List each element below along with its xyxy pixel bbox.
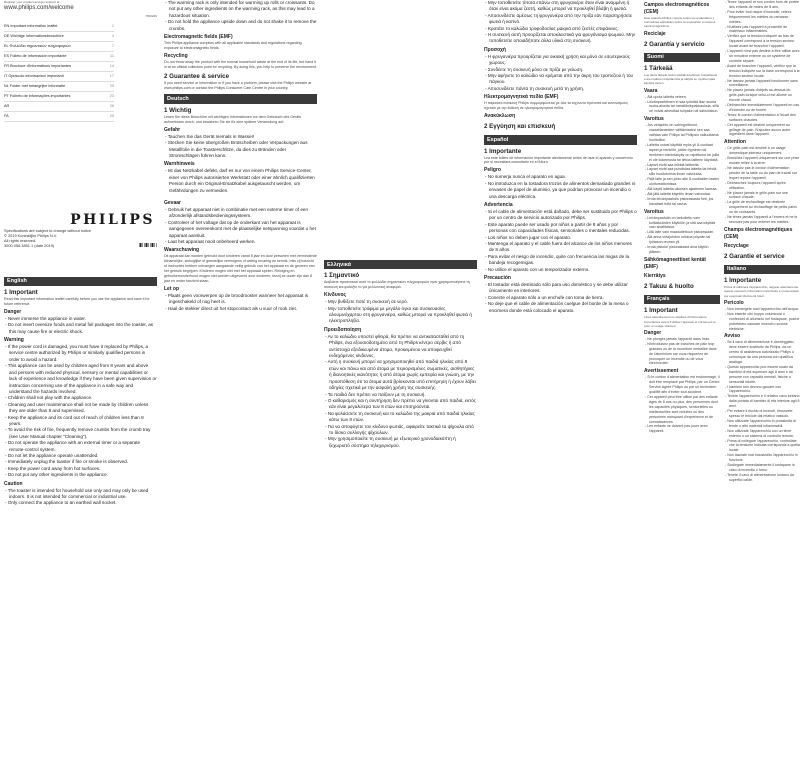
list-item: - Non utilizzate l'apparecchio in prossimità di tende o altri materiali infiammabili.: [724, 419, 800, 429]
danger-heading: Κίνδυνος: [324, 292, 347, 299]
list-item: - Never immerse the appliance in water.: [4, 316, 157, 322]
address-block: Specifications are subject to change without notice © 2019 Koninklijke Philips N.V. All rights reserved. 3000.056.3851.1 (date 2019): [4, 228, 157, 249]
toc-row[interactable]: PT Folheto de informações importantes 23: [4, 92, 114, 102]
recycling-heading: Ανακύκλωση: [484, 113, 516, 120]
danger-heading: Danger: [644, 329, 662, 336]
emf-text: This Philips appliance complies with all applicable standards and regulations regarding exposure to electromagnetic fields.: [164, 41, 302, 50]
list-item: - N'introduisez pas de tranches de pain trop grandes ou de la nourriture emballée dans de l'aluminium car vous risqueriez de provoquer un incendie ou de vous électrocuter.: [644, 342, 720, 367]
intro-text: Lue tämä tärkeät tiedot sisältävä lehtinen huolellisesti ennen laitteen käyttämistä ja säilytä se myöhempää käyttöä varten.: [644, 73, 718, 86]
list-item: - If the power cord is damaged, you must have it replaced by Philips, a service centre authorized by Philips or similarly qualified persons in order to avoid a hazard.: [4, 344, 157, 363]
list-item: - Cet appareil peut être utilisé par des enfants âgés de 8 ans ou plus, des personnes dont les capacités physiques, sensorielles ou intellectuelles sont réduites ou des personnes manquant d'expérience et de connaissances.: [644, 395, 720, 424]
intro-text: Prima di utilizzare l'apparecchio, leggete attentamente questo opuscolo informativo importante e conservatelo per eventuali riferimenti futuri.: [724, 285, 799, 298]
list-item: - Lapset eivät saa puhdistaa laitetta tai tehdä sille huoltotoimia ilman valvontaa.: [644, 167, 720, 177]
list-item: - Do not operate the appliance with an external timer or a separate remote-control system.: [4, 440, 157, 453]
recycling-heading: Recycling: [164, 52, 188, 59]
emf-heading: Electromagnetic fields (EMF): [164, 34, 233, 41]
danger-heading: Gefahr: [164, 126, 181, 133]
guarantee-heading: 2 Guarantee & service: [164, 72, 230, 80]
list-item: - Conecte el aparato sólo a un enchufe con toma de tierra.: [484, 295, 637, 301]
list-item: - Να φυλάσσετε τη συσκευή και το καλώδιο της μακριά από παιδιά ηλικίας κάτω των 8 ετών.: [324, 411, 477, 424]
toc-row[interactable]: NL Folder met belangrijke informatie 20: [4, 82, 114, 92]
emf-text: Η παρούσα συσκευή Philips συμμορφώνεται με όλα τα ισχύοντα πρότυπα και κανονισμούς σχετικά με την έκθεση σε ηλεκτρομαγνητικά πεδία.: [484, 101, 629, 111]
list-item: - No introduzca en la tostadora trozos de alimentos demasiado grandes ni envases de papel de aluminio, ya que podrían provocar un incendio o una descarga eléctrica.: [484, 181, 637, 200]
list-item: - Lapset eivät saa leikkiä laitteella.: [644, 163, 720, 168]
list-item: - Do not let the appliance operate unattended.: [4, 453, 157, 459]
recycling-heading: Kierrätys: [644, 272, 666, 279]
danger-heading: Peligro: [484, 167, 501, 174]
section-heading: Waarschuwing: [164, 247, 200, 254]
intro-text: Lesen Sie diese Broschüre mit wichtigen Informationen vor dem Gebrauch des Geräts aufmerksam durch, und bewahren Sie sie für eine spätere Verwendung auf.: [164, 114, 302, 124]
language-header-italian: Italiano: [724, 265, 800, 274]
section-title: 1 Tärkeää: [644, 65, 673, 73]
list-item: - No utilice el aparato con un temporizador externo.: [484, 267, 637, 273]
list-item: - Αποσυνδέετε πάντα τη συσκευή μετά τη χρήση.: [484, 86, 637, 92]
guarantee-heading: 2 Takuu & huolto: [644, 282, 694, 290]
emf-heading: Campos electromagnéticos (CEM): [644, 2, 710, 15]
list-item: - Tenez le cordon d'alimentation à l'écart des surfaces chaudes.: [724, 113, 800, 123]
warning-heading: Warnhinweis: [164, 161, 195, 168]
list-item: - Αυτή η συσκευή μπορεί να χρησιμοποιηθεί από παιδιά ηλικίας από 8 ετών και πάνω και από άτομα με περιορισμένες σωματικές, αισθητήριες ή διανοητικές ικανότητες ή από άτομα χωρίς εμπειρία και γνώση, με την προϋπόθεση ότι τα άτομα αυτά βρίσκονται υπό επιτήρηση ή έχουν λάβει οδηγίες σχετικά με την ασφαλή χρήση της συσκευής.: [324, 359, 477, 391]
emf-heading: Sähkömagneettiset kentät (EMF): [644, 256, 706, 270]
list-item: - Do not hold the appliance upside down and do not shake it to remove the crumbs.: [164, 19, 317, 32]
list-item: - Avant de brancher l'appareil, vérifiez que la tension indiquée sur la base correspond à la tension secteur locale.: [724, 64, 800, 79]
list-item: - Leivänpaahdin on tarkoitettu vain kotitalouksien käyttöön ja sitä saa käyttää vain sisätiloissa.: [644, 216, 720, 231]
list-item: - Älä anna virtajohdon roikkua pöydän tai työtason reunan yli.: [644, 235, 720, 245]
list-item: - Ne placez jamais le grille-pain sur une surface chaude.: [724, 191, 800, 201]
list-item: - Prima di collegare l'apparecchio, controllate che la tensione indicata corrisponda a quella locale.: [724, 439, 800, 454]
list-item: - Non inserite cibi troppo voluminosi o confezioni di alluminio nel tostapane, poiché potrebbero causare incendi o scosse elettriche.: [724, 312, 800, 332]
list-item: - Questo apparecchio può essere usato da bambini di età superiore agli 8 anni e da persone con capacità mentali, fisiche o sensoriali ridotte.: [724, 365, 800, 385]
list-item: - Débranchez immédiatement l'appareil en cas d'incendie ou de fumée.: [724, 103, 800, 113]
guarantee-heading: 2 Garantía y servicio: [644, 40, 705, 48]
list-item: - Μην βυθίζετε ποτέ τη συσκευή σε νερό.: [324, 299, 477, 305]
danger-heading: Vaara: [644, 87, 658, 94]
guarantee-heading: 2 Garantie et service: [724, 252, 785, 260]
language-header-finnish: Suomi: [644, 53, 720, 62]
list-item: - Συνδέετε τη συσκευή μόνο σε πρίζα με γείωση.: [484, 67, 637, 73]
caution-heading: Precaución: [484, 275, 511, 281]
list-item: - Μην αφήνετε το καλώδιο να κρέμεται από την άκρη του τραπεζιού ή του πάγκου.: [484, 73, 637, 86]
language-header-greek: Ελληνικά: [324, 260, 477, 269]
list-item: - Leivänpaahtimen ei saa työntää liian suuria ruoka-aineita tai metallifoliopakkauksia, sillä ne voivat aiheuttaa tulipalon tai sähköiskun.: [644, 100, 720, 115]
danger-heading: Danger: [4, 308, 22, 315]
list-item: - Pidä laite ja sen johto alle 8-vuotiaiden lasten ulottumattomissa.: [644, 177, 720, 187]
list-item: - Η φρυγανιέρα προορίζεται για οικιακή χρήση και μόνο σε εσωτερικούς χώρους.: [484, 54, 637, 67]
list-item: - Η συσκευή αυτή προορίζεται αποκλειστικά για φρυγάνισμα ψωμιού. Μην τοποθετείτε οποιαδήποτε άλλα υλικά στη συσκευή.: [484, 32, 637, 45]
list-item: - Pour éviter tout risque d'incendie, retirez fréquemment les miettes du ramasse-miettes.: [724, 10, 800, 25]
toc-row[interactable]: IT Opuscolo informazioni importanti 17: [4, 72, 114, 82]
list-item: - No deje que el cable de alimentación cuelgue del borde de la mesa o encimera donde está colocado el aparato.: [484, 301, 637, 314]
recycling-text: Do not throw away the product with the normal household waste at the end of its life, but hand it in at an official collection point for recycling. By doing this, you help to preserve the environment.: [164, 59, 317, 69]
list-item: - Only connect the appliance to an earthed wall socket.: [4, 500, 157, 506]
list-item: - Μην τοποθετείτε τρόφιμα με μεγάλο όγκο και συσκευασίες αλουμινόχαρτου στη φρυγανιέρα, καθώς μπορεί να προκληθεί φωτιά ή ηλεκτροπληξία.: [324, 306, 477, 325]
guarantee-text: If you need service or information or if you have a problem, please visit the Philips website at www.philips.com or contact the Philips Consumer Care Centre in your country.: [164, 80, 312, 90]
caution-heading: Attention: [724, 139, 746, 146]
toc-row[interactable]: ES Folleto de información importante 11: [4, 52, 114, 62]
list-item: - Αν το καλώδιο υποστεί φθορά, θα πρέπει να αντικατασταθεί από τη Philips, ένα εξουσιοδοτημένο από τη Philips κέντρο σέρβις ή από αντίστοιχα εξειδικευμένα άτομα, προκειμένου να αποφευχθεί ενδεχόμενος κίνδυνος.: [324, 334, 477, 360]
warning-heading: Advertencia: [484, 201, 513, 208]
toc-row[interactable]: AR 26: [4, 102, 114, 112]
list-item: - Ne laissez jamais l'appareil fonctionner sans surveillance.: [724, 79, 800, 89]
list-item: - Laitetta voivat käyttää myös yli 8-vuotiaat lapset ja henkilöt, joiden fyysinen tai henkinen toimintakyky on rajoittunut tai joilla ei ole kokemusta tai tietoa laitteen käytöstä.: [644, 143, 720, 163]
list-item: - No sumerja nunca el aparato en agua.: [484, 174, 637, 180]
list-item: - Laat het apparaat nooit onbeheerd werken.: [164, 239, 317, 245]
list-item: - La grille de réchauffage est destinée uniquement au réchauffage de petits pains ou de croissants.: [724, 200, 800, 215]
list-item: - Κρατάτε το καλώδιο τροφοδοσίας μακριά από ζεστές επιφάνειες.: [484, 26, 637, 32]
list-item: - Vérifiez que la tension indiquée au bas de l'appareil correspond à la tension secteur locale avant de brancher l'appareil.: [724, 34, 800, 49]
toc-row[interactable]: DE Wichtige Informationsbroschüre 4: [4, 32, 114, 42]
list-item: - Ce grille-pain est destiné à un usage domestique intérieur uniquement.: [724, 146, 800, 156]
emf-heading: Champs électromagnétiques (CEM): [724, 226, 793, 240]
list-item: - Do not insert oversize foods and metal foil packages into the toaster, as this may cause fire or electric shock.: [4, 322, 157, 335]
list-item: - Non lasciate mai incustodito l'apparecchio in funzione.: [724, 453, 800, 463]
table-of-contents: [4, 22, 114, 122]
list-item: - Haal de stekker direct uit het stopcontact als u vuur of rook ziet.: [164, 306, 317, 312]
list-item: - This appliance can be used by children aged from 8 years and above and persons with reduced physical, sensory or mental capabilities or lack of experience and knowledge if they have been given supervision or instruction concerning use of the appliance in a safe way and understand the hazards involved.: [4, 363, 157, 395]
list-item: - Älä upota laitetta veteen.: [644, 95, 720, 100]
caution-heading: Caution: [4, 480, 23, 487]
list-item: - The toaster is intended for household use only and may only be used indoors. It is not intended for commercial or industrial use.: [4, 488, 157, 501]
list-item: - Débranchez toujours l'appareil après utilisation.: [724, 181, 800, 191]
list-item: - Cleaning and user maintenance shall not be made by children unless they are older than 8 and supervised.: [4, 402, 157, 415]
website-url[interactable]: www.philips.com/welcome: [4, 5, 74, 12]
section-title: 1 Important: [644, 307, 678, 315]
list-item: - Μην τοποθετείτε τίποτα επάνω στη φρυγανιέρα όταν είναι αναμμένη ή όταν είναι ακόμα ζεστή, καθώς μπορεί να προκληθεί βλάβη ή φωτιά.: [484, 0, 637, 13]
list-item: - Irrota leivänpaahdin pistorasiasta heti, jos havaitset tulta tai savua.: [644, 197, 720, 207]
language-header-english: English: [4, 277, 157, 286]
caution-heading: Varoitus: [644, 208, 664, 215]
guarantee-heading: 2 Εγγύηση και επισκευή: [484, 123, 556, 131]
list-item: - The warming rack is only intended for warming up rolls or croissants. Do not put any other ingredients on the warming rack, as this may lead to a hazardous situation.: [164, 0, 317, 19]
list-item: - Irrota pistoke pistorasiasta aina käytön jälkeen.: [644, 245, 720, 255]
warning-heading: Προειδοποίηση: [324, 326, 362, 333]
list-item: - Cet appareil est destiné uniquement au grillage de pain. N'ajoutez aucun autre ingrédient dans l'appareil.: [724, 123, 800, 138]
list-item: - Keep the power cord away from hot surfaces.: [4, 466, 157, 472]
list-item: - Ist das Netzkabel defekt, darf es nur von einem Philips Service-Center, einer von Philips autorisierten Werkstatt oder einer ähnlich qualifizierten Person durch ein Original-Ersatzkabel ausgetauscht werden, um Gefährdungen zu vermeiden.: [164, 168, 317, 194]
list-item: - Este aparato puede ser usado por niños a partir de 8 años y por personas con capacidades físicas, sensoriales o mentales reducidas.: [484, 222, 637, 235]
list-item: - Mantenga el aparato y el cable fuera del alcance de los niños menores de 8 años.: [484, 241, 637, 254]
section-title: 1 Wichtig: [164, 106, 192, 114]
list-item: - Tauchen Sie das Gerät niemals in Wasser!: [164, 134, 317, 140]
list-item: - Ο καθαρισμός και η συντήρηση δεν πρέπει να γίνονται από παιδιά, εκτός εάν είναι μεγαλύτερα των 8 ετών και επιτηρούνται.: [324, 398, 477, 411]
language-header-spanish: Español: [484, 135, 637, 144]
column-6: [724, 0, 800, 483]
body-text: Dit apparaat kan worden gebruikt door kinderen vanaf 8 jaar en door personen met verminderde lichamelijke, zintuiglijke of geestelijke vermogens of weinig ervaring en kennis, mits zij toezicht of instructies hebben ontvangen aangaande veilig gebruik van het apparaat en de gevaren van het gebruik begrijpen. Kinderen mogen niet met het apparaat spelen. Reiniging en gebruikersonderhoud mogen niet worden uitgevoerd door kinderen, tenzij ze ouder zijn dan 8 jaar en onder toezicht staan.: [164, 254, 317, 283]
list-item: - Non immergete mai l'apparecchio nell'acqua.: [724, 307, 800, 312]
list-item: - Tenete l'apparecchio e il relativo cavo lontano dalla portata di bambini di età inferiore agli 8 anni.: [724, 394, 800, 409]
list-item: - Tenez l'appareil et son cordon hors de portée des enfants de moins de 8 ans.: [724, 0, 800, 10]
toc-row[interactable]: EL Φυλλάδιο σημαντικών πληροφοριών 7: [4, 42, 114, 52]
language-header-french: Français: [644, 295, 720, 304]
list-item: - Älä jätä laitetta käyntiin ilman valvontaa.: [644, 192, 720, 197]
list-item: - Branchez l'appareil uniquement sur une prise murale reliée à la terre.: [724, 156, 800, 166]
list-item: - Gebruik het apparaat niet in combinatie met een externe timer of een afzonderlijk afstandsbedieningssysteem.: [164, 207, 317, 220]
language-header-german: Deutsch: [164, 94, 317, 103]
list-item: - Älä käytä laitetta ulkoisen ajastimen kanssa.: [644, 187, 720, 192]
intro-text: Διαβάστε προσεκτικά αυτό το φυλλάδιο σημαντικών πληροφοριών πριν χρησιμοποιήσετε τη συσκευή και φυλάξτε το για μελλοντική αναφορά.: [324, 280, 470, 290]
list-item: - Per evitare il rischio di incendi, rimuovete spesso le briciole dal relativo vassoio.: [724, 409, 800, 419]
list-item: - Stecken Sie keine übergroßen Brotscheiben oder Verpackungen aus Metallfolie in die Toasterschlitze, da dies zu Bränden oder Stromschlägen führen kann.: [164, 140, 317, 159]
list-item: - Children shall not play with the appliance.: [4, 395, 157, 401]
section-title: 1 Σημαντικό: [324, 272, 360, 280]
list-item: - Keep the appliance and its cord out of reach of children less than 8 years.: [4, 415, 157, 428]
emf-heading: Ηλεκτρομαγνητικά πεδία (EMF): [484, 94, 559, 101]
section-heading: Let op: [164, 285, 179, 292]
list-item: - Immediately unplug the toaster if fire or smoke is observed.: [4, 459, 157, 465]
list-item: - L'appareil n'est pas destiné à être utilisé avec un minuteur externe ou un système de contrôle séparé.: [724, 49, 800, 64]
list-item: - Do not put any other ingredients in the appliance.: [4, 472, 157, 478]
list-item: - Si el cable de alimentación está dañado, debe ser sustituido por Philips o por un centro de servicio autorizado por Philips.: [484, 209, 637, 222]
list-item: - Jos virtajohto on vahingoittunut, vaaratilanteiden välttämiseksi sen saa vaihtaa vain Philips tai Philipsin valtuuttama huoltoliike.: [644, 123, 720, 143]
list-item: - Liitä laite vain maadoitettuun pistorasiaan.: [644, 230, 720, 235]
list-item: - Para evitar el riesgo de incendio, quite con frecuencia las migas de la bandeja recogemigas.: [484, 254, 637, 267]
section-title: 1 Important: [4, 289, 38, 297]
section-title: 1 Importante: [484, 147, 522, 155]
intro-text: Lisez attentivement ce dépliant d'informations importantes avant d'utiliser l'appareil et conservez-le pour un usage ultérieur.: [644, 315, 716, 328]
list-item: - I bambini non devono giocare con l'apparecchio.: [724, 385, 800, 395]
intro-text: Lea este folleto de información importante atentamente antes de usar el aparato y consérvelo por si necesitara consultarlo en el futuro.: [484, 155, 633, 165]
list-item: - Για να αποφύγετε τον κίνδυνο φωτιάς, αφαιρείτε τακτικά τα ψίχουλα από το δίσκο συλλογής ψίχουλων.: [324, 424, 477, 437]
column-3: [324, 0, 477, 449]
recycling-heading: Recyclage: [724, 242, 749, 249]
list-item: - Ne placez jamais d'objets au-dessus du grille-pain lorsque celui-ci est allumé ou encore chaud.: [724, 88, 800, 103]
list-item: - El tostador está destinado sólo para uso doméstico y se debe utilizar únicamente en interiores.: [484, 282, 637, 295]
list-item: - Se il cavo di alimentazione è danneggiato, deve essere sostituito da Philips, da un centro di assistenza autorizzato Philips o comunque da una persona con qualifica analoga.: [724, 340, 800, 365]
list-item: - Αποσυνδέστε αμέσως τη φρυγανιέρα από την πρίζα εάν παρατηρήσετε φωτιά ή καπνό.: [484, 13, 637, 26]
warning-heading: Warning: [4, 337, 24, 344]
column-1: [4, 0, 157, 507]
list-item: - Τα παιδιά δεν πρέπει να παίζουν με τη συσκευή.: [324, 392, 477, 398]
emf-text: Este aparato Philips cumple todos los estándares y normativas aplicables sobre la exposición a campos electromagnéticos.: [644, 16, 716, 29]
recycling-heading: Reciclaje: [644, 30, 666, 37]
list-item: - Ne plongez jamais l'appareil dans l'eau.: [644, 337, 720, 342]
list-item: - Controleer of het voltage dat op de onderkant van het apparaat is aangegeven overeenkomt met de plaatselijke netspanning voordat u het apparaat aansluit.: [164, 220, 317, 239]
list-item: - Scollegate immediatamente il tostapane in caso di incendio o fumo.: [724, 463, 800, 473]
list-item: - Los niños no deben jugar con el aparato.: [484, 235, 637, 241]
list-item: - Tenete il cavo di alimentazione lontano da superfici calde.: [724, 473, 800, 483]
section-title: 1 Importante: [724, 277, 762, 285]
list-item: - Ne laissez pas le cordon d'alimentation pendre de la table ou du plan de travail sur lequel repose l'appareil.: [724, 166, 800, 181]
list-item: - Les enfants ne doivent pas jouer avec l'appareil.: [644, 424, 720, 434]
list-item: - To avoid the risk of fire, frequently remove crumbs from the crumb tray (see User Manual chapter "Cleaning").: [4, 427, 157, 440]
barcode: [139, 243, 157, 247]
register-line: Register your product and get support at: [4, 0, 60, 4]
warning-heading: Avertissement: [644, 368, 679, 375]
caution-heading: Προσοχή: [484, 46, 506, 53]
model-number: HD9246: [145, 14, 157, 19]
toc-row[interactable]: EN Important information leaflet 1: [4, 22, 114, 32]
warning-heading: Avviso: [724, 333, 741, 340]
warning-heading: Varoitus: [644, 116, 664, 123]
list-item: - N'utilisez pas l'appareil à proximité de matériaux inflammables.: [724, 25, 800, 35]
column-4: [484, 0, 637, 314]
philips-logo: PHILIPS: [70, 212, 155, 229]
column-5: [644, 0, 720, 434]
section-heading: Gevaar: [164, 199, 181, 206]
danger-heading: Pericolo: [724, 299, 744, 306]
list-item: - Μην χρησιμοποιείτε τη συσκευή με εξωτερικό χρονοδιακόπτη ή ξεχωριστό σύστημα τηλεχειρισμού.: [324, 436, 477, 449]
list-item: - Plaats geen voorwerpen op de broodrooster wanneer het apparaat is ingeschakeld of nog heet is.: [164, 293, 317, 306]
list-item: - Non utilizzate l'apparecchio con un timer esterno o un sistema di controllo remoto.: [724, 429, 800, 439]
toc-row[interactable]: FA 29: [4, 112, 114, 122]
column-2: [164, 0, 317, 312]
list-item: - Ne tenez jamais l'appareil à l'envers et ne le secouez pas pour enlever les miettes.: [724, 215, 800, 225]
toc-row[interactable]: FR Brochure d'informations importantes 14: [4, 62, 114, 72]
intro-text: Read this important information leaflet carefully before you use the appliance and save it for future reference.: [4, 297, 150, 306]
list-item: - Si le cordon d'alimentation est endommagé, il doit être remplacé par Philips, par un Centre Service Agréé Philips ou par un technicien qualifié afin d'éviter tout accident.: [644, 375, 720, 395]
